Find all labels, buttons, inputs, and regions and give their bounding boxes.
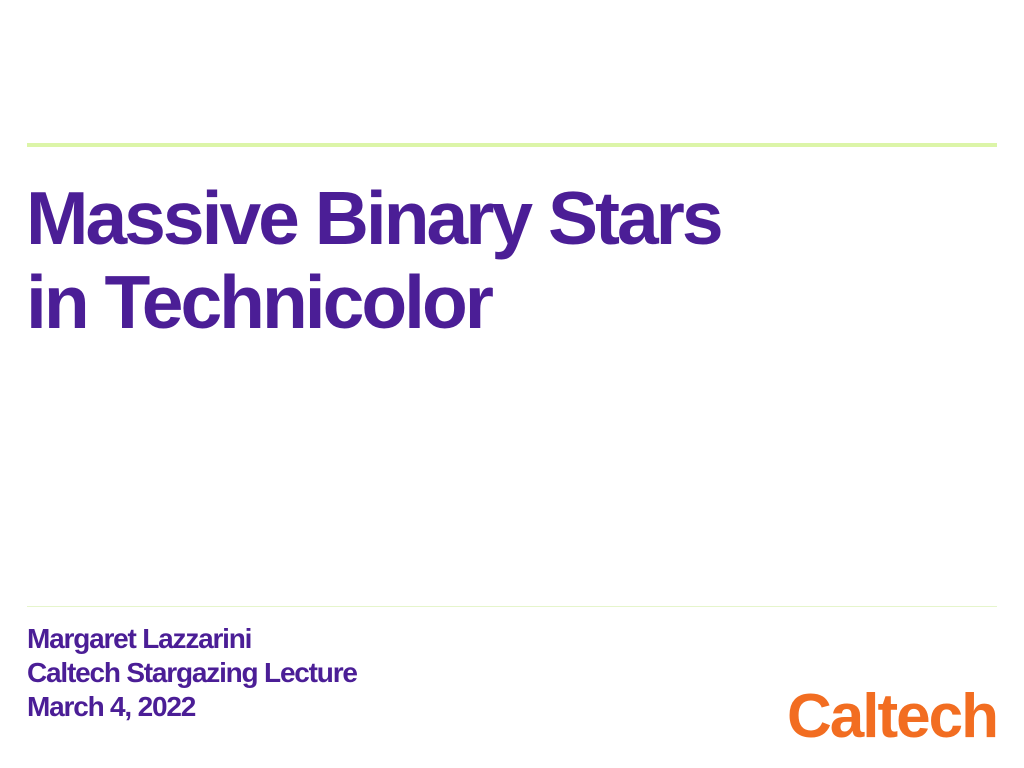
slide-title-line-2: in Technicolor [26, 260, 491, 344]
slide-title-line-1: Massive Binary Stars [26, 176, 721, 260]
author-name: Margaret Lazzarini [27, 623, 252, 654]
top-divider [27, 143, 997, 147]
caltech-logo: Caltech [787, 682, 997, 751]
presentation-details [27, 622, 357, 724]
bottom-divider [27, 606, 997, 607]
event-name: Caltech Stargazing Lecture [27, 657, 357, 688]
presentation-date: March 4, 2022 [27, 691, 196, 722]
slide-title [26, 176, 721, 344]
